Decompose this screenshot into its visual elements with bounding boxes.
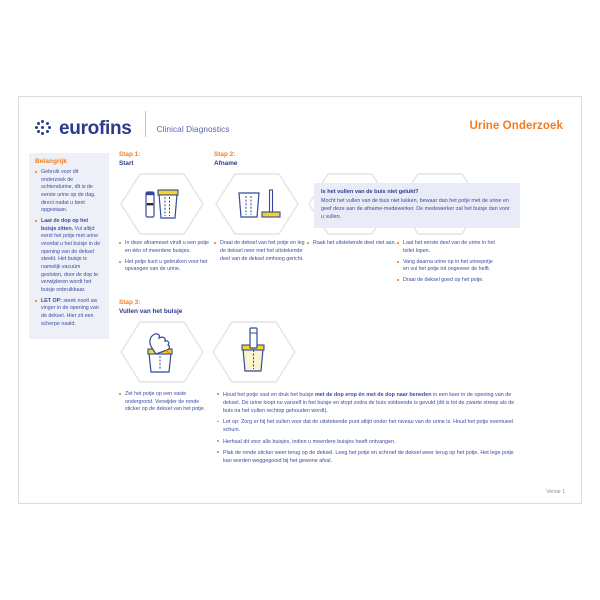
list-item: Laat de dop op het buisje zitten. Vul altijd eerst het potje met urine voordat u het buisje in de opening van de deksel steekt. Het buisje is namelijk vacuüm gesloten, door de dop te verwijderen wordt het buisje onbruikbaar. bbox=[35, 218, 103, 295]
step-3-right-notes bbox=[217, 391, 520, 468]
step-1-name: Start bbox=[119, 159, 134, 167]
step-1-bullets bbox=[119, 240, 212, 274]
step-1-number: Stap 1: bbox=[119, 151, 141, 158]
sample-tube-and-cup-icon bbox=[119, 172, 205, 236]
important-notes-panel bbox=[29, 153, 109, 339]
fill-cup-bullets bbox=[397, 240, 497, 284]
list-item: Herhaal dit voor alle buisjes, indien u meerdere buisjes heeft ontvangen. bbox=[217, 438, 520, 446]
step-3-heading bbox=[119, 299, 309, 316]
step-3-illustrations bbox=[119, 320, 309, 384]
step-3-number: Stap 3: bbox=[119, 299, 141, 306]
version-label: Versie 1 bbox=[546, 489, 565, 495]
logo-wordmark: eurofins bbox=[59, 118, 132, 139]
step-2-heading bbox=[214, 151, 305, 168]
step-column-5 bbox=[119, 299, 309, 384]
b1-bold: met de dop erop én met de dop naar beneden bbox=[315, 392, 432, 398]
eurofins-dots-icon bbox=[35, 120, 50, 135]
step-2-illustration bbox=[214, 172, 305, 236]
step-3-right-list bbox=[217, 391, 520, 465]
step-1-heading bbox=[119, 151, 212, 168]
list-item: Let op: Zorg er bij het vullen voor dat de uitstekende punt altijd onder het niveau van de urine is. Houd het potje eventueel schuin. bbox=[217, 418, 520, 434]
step-column-2 bbox=[214, 151, 305, 266]
b1-post: in een keer in de opening van de deksel. De urine loopt nu vanzelf in het buisje en stopt zodra de buis voldoende is gevuld (dit is tot de zwarte streep als de buis na het vullen rechtop gehouden wordt). bbox=[223, 392, 515, 415]
page-title: Urine Onderzoek bbox=[469, 120, 563, 132]
info-box-body: Mocht het vullen van de buis niet lukken, bewaar dan het potje met de urine en geef deze aan de afname-medewerker. De medewerker zal het buisje dan voor u vullen. bbox=[321, 198, 510, 221]
step-3-name: Vullen van het buisje bbox=[119, 307, 183, 315]
step-column-1 bbox=[119, 151, 212, 277]
list-item: Draai de deksel goed op het potje. bbox=[397, 277, 497, 285]
list-item: LET OP: steek nooit uw vinger in de opening van de deksel. Hier zit een scherpe naald. bbox=[35, 298, 103, 329]
document-body bbox=[19, 151, 581, 503]
b1-pre: Houd het potje vast en druk het buisje bbox=[223, 392, 315, 398]
document-sheet bbox=[18, 96, 582, 504]
step-1-illustration bbox=[119, 172, 212, 236]
eurofins-logo bbox=[35, 111, 230, 138]
tube-inserted-in-lid-icon bbox=[211, 320, 297, 384]
important-notes-title: Belangrijk bbox=[35, 158, 67, 165]
hand-removing-sticker-icon bbox=[119, 320, 205, 384]
info-box bbox=[314, 183, 520, 228]
logo-divider bbox=[145, 111, 146, 137]
no-touch-bullets bbox=[307, 240, 397, 248]
list-item: In deze afnameset vindt u een potje en één of meerdere buisjes. bbox=[119, 240, 212, 255]
step-3-left-list bbox=[119, 391, 211, 414]
list-item: Laat het eerste deel van de urine in het toilet lopen. bbox=[397, 240, 497, 255]
note-rest-2: steek nooit uw vinger in de opening van de deksel. Hier zit een scherpe naald. bbox=[41, 297, 99, 327]
note-rest-1: Vul altijd eerst het potje met urine voordat u het buisje in de opening van de deksel steekt. Het buisje is namelijk vacuüm gesloten, door de dop te verwijderen wordt het buisje onbruikbaar. bbox=[41, 225, 101, 294]
step-2-number: Stap 2: bbox=[214, 151, 236, 158]
important-notes-list bbox=[35, 169, 103, 328]
document-header bbox=[19, 97, 581, 149]
list-item: Draai de deksel van het potje en leg de deksel neer met het uitstekende deel van de deksel omhoog gericht. bbox=[214, 240, 305, 263]
step-3-left-notes bbox=[119, 391, 211, 417]
list-item: Zet het potje op een vaste ondergrond. Verwijder de ronde sticker op de deksel van het potje. bbox=[119, 391, 211, 414]
list-item: Plak de ronde sticker weer terug op de deksel. Leeg het potje en schroef de deksel weer terug op het potje. Het lege potje kan worden weggegooid bij het gewone afval. bbox=[217, 449, 520, 465]
list-item: Vang daarna urine op in het urinepotje en vul het potje tot ongeveer de helft. bbox=[397, 259, 497, 274]
logo-subtitle: Clinical Diagnostics bbox=[156, 124, 230, 134]
info-box-title: Is het vullen van de buis niet gelukt? bbox=[321, 189, 419, 195]
step-2-bullets bbox=[214, 240, 305, 263]
list-item: Raak het uitstekende deel niet aan. bbox=[307, 240, 397, 248]
list-item bbox=[217, 391, 520, 415]
step-2-name: Afname bbox=[214, 159, 238, 167]
cup-with-open-lid-icon bbox=[214, 172, 300, 236]
list-item: Het potje kunt u gebruiken voor het opvangen van de urine. bbox=[119, 259, 212, 274]
list-item: Gebruik voor dit onderzoek de ochtendurine, dit is de eerste urine op de dag, direct nadat u bent opgestaan. bbox=[35, 169, 103, 215]
